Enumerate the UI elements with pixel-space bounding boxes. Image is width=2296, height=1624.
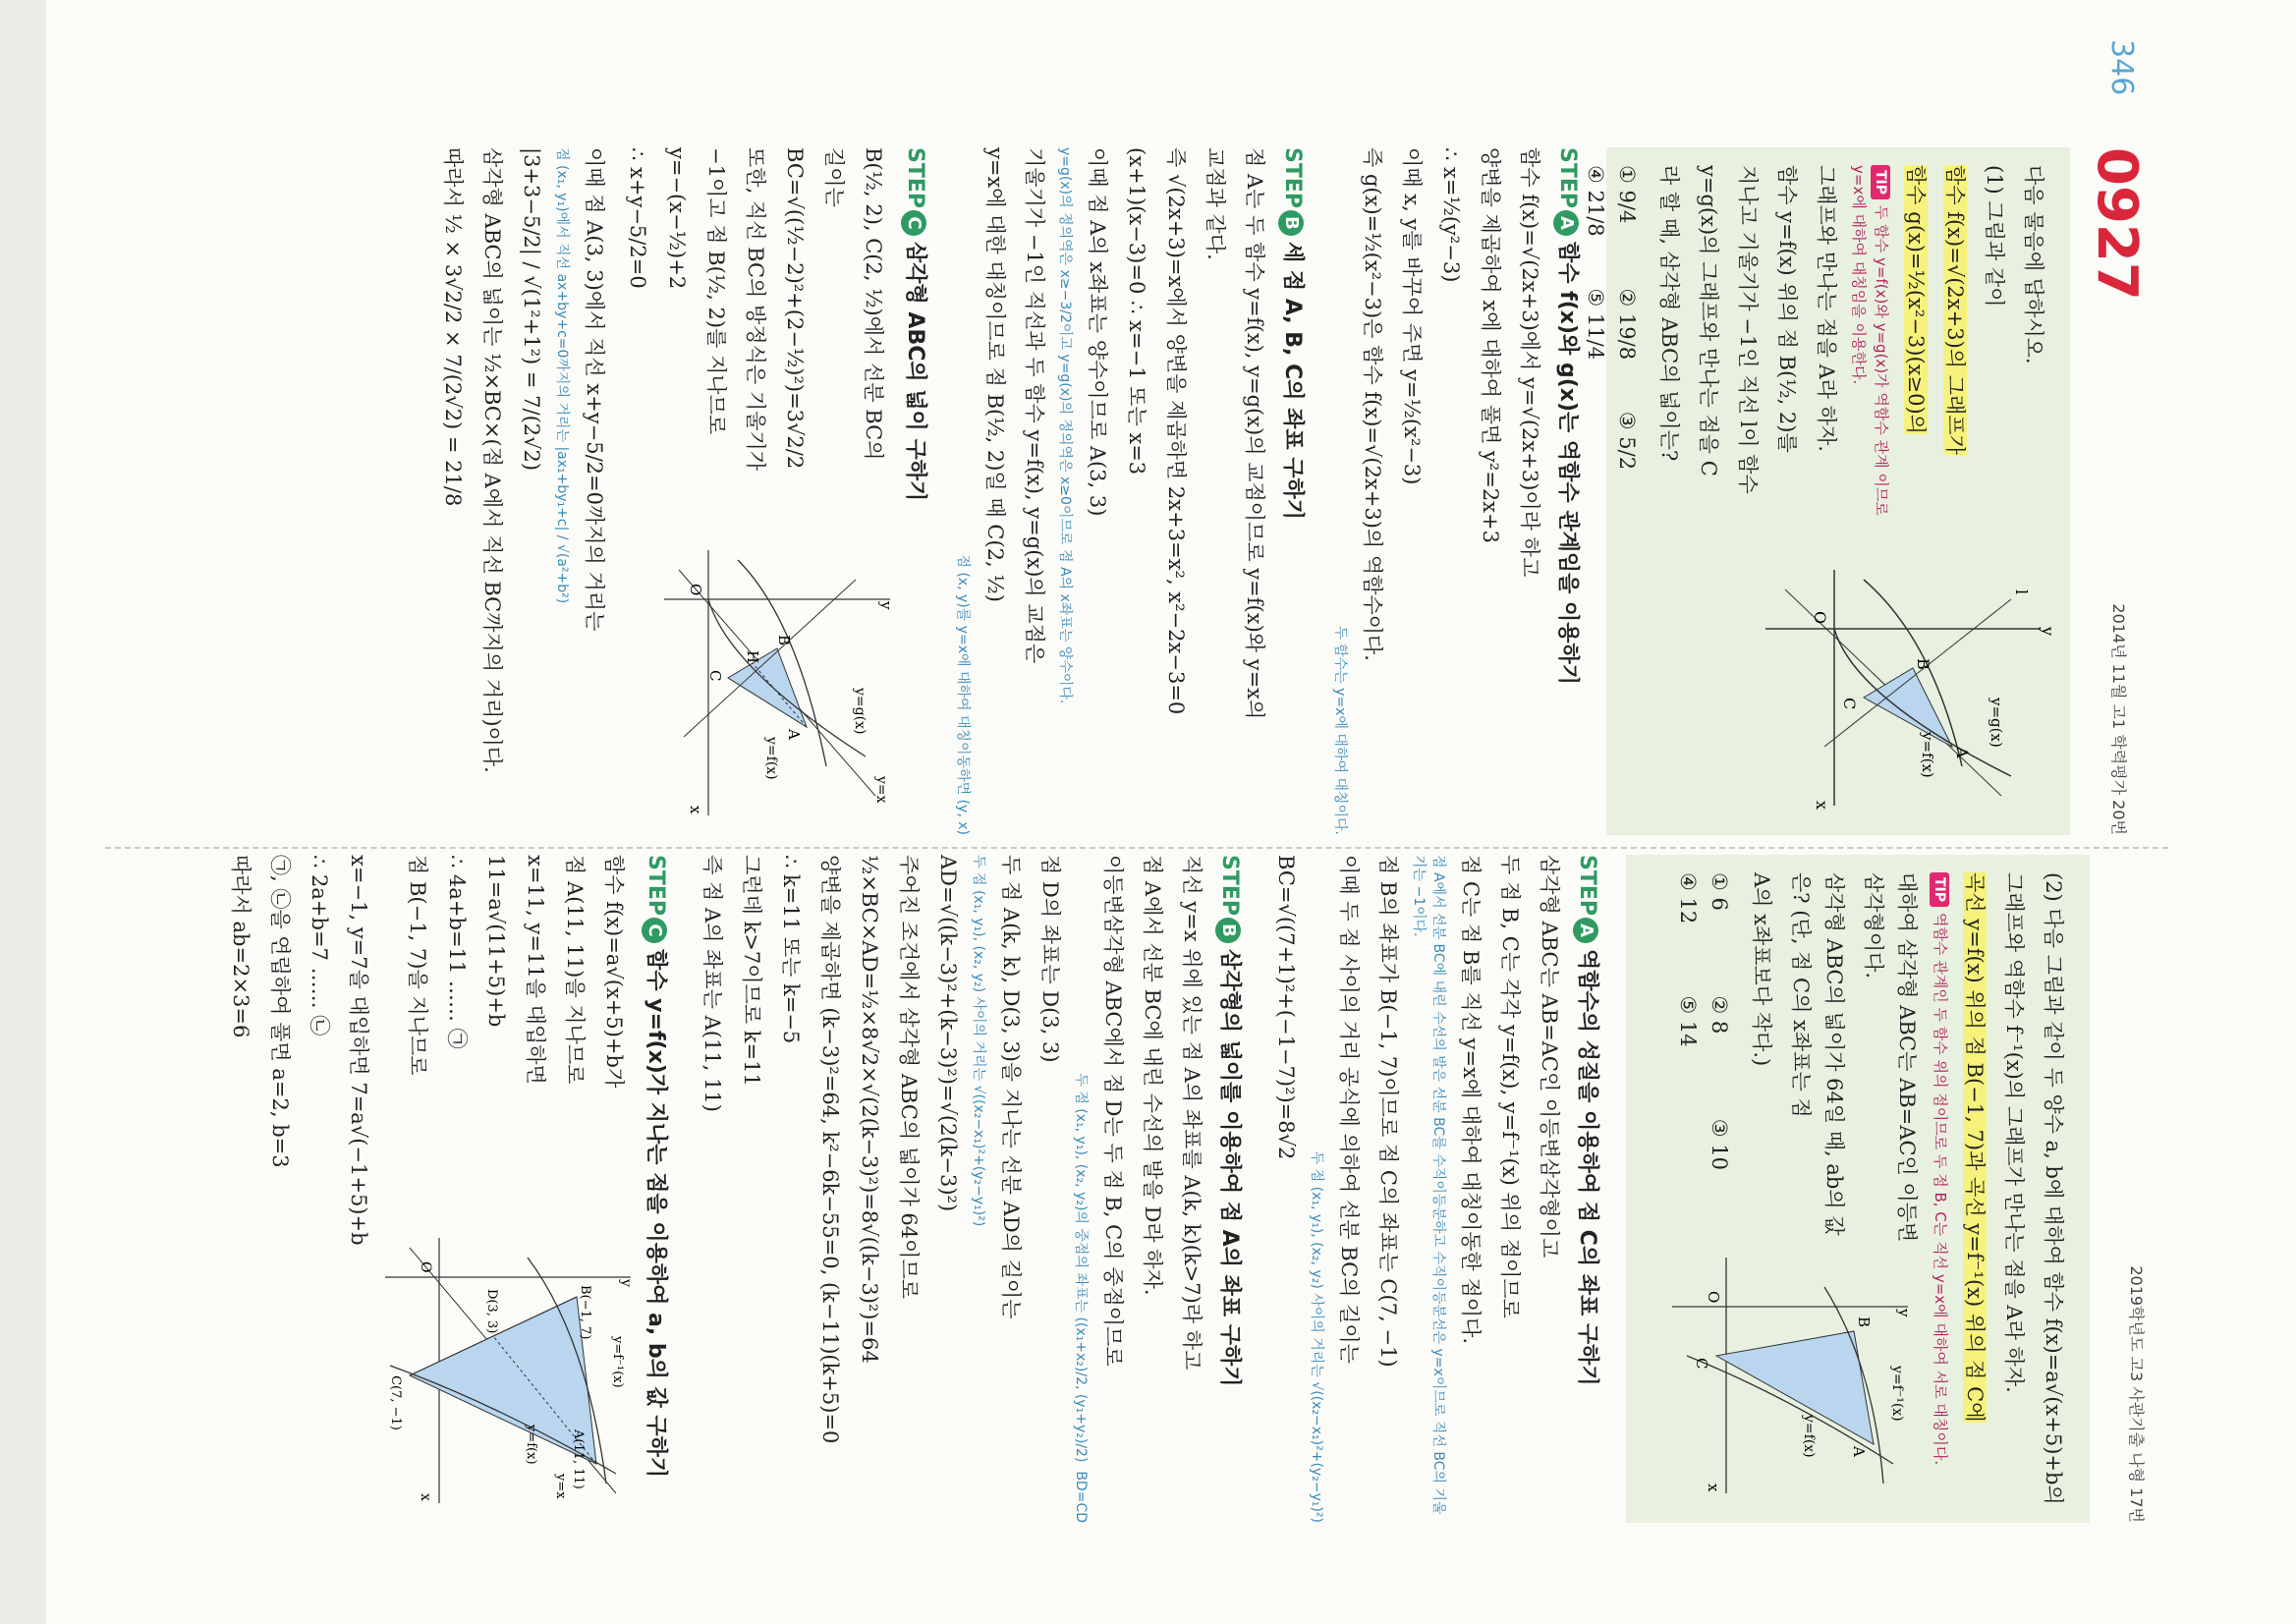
stepC-line2: 길이는: [822, 147, 846, 207]
graph-f-label: y=f(x): [1919, 732, 1936, 778]
stepB-line3: 즉 √(2x+3)=x에서 양변을 제곱하면 2x+3=x², x²−2x−3=0: [1164, 147, 1188, 715]
choice-1: ① 9/4: [1615, 165, 1639, 224]
page-edge: [0, 0, 46, 1624]
stepC-note: 점 (x₁, y₁)에서 직선 ax+by+c=0까지의 거리는 |ax₁+by₁+c| / √(a²+b²): [554, 147, 570, 604]
r-stepB-line2: 점 A에서 선분 BC에 내린 수선의 발을 D라 하자.: [1141, 855, 1164, 1296]
solution-right: [223, 855, 1604, 1523]
choice2-5: ⑤ 14: [1676, 995, 1700, 1047]
r-stepB-line7: 주어진 조건에서 삼각형 ABC의 넓이가 64이므로: [897, 855, 921, 1300]
r-sol-graph-y: y: [618, 1279, 634, 1287]
r-stepB-line9: 양변을 제곱하면 (k−3)²=64, k²−6k−55=0, (k−11)(k+5)=0: [818, 855, 842, 1444]
r-stepB-line3: 이등변삼각형 ABC에서 점 D는 두 점 B, C의 중점이므로: [1101, 855, 1125, 1367]
q2-line5: 삼각형 ABC의 넓이가 64일 때, ab의 값은? (단, 점 C의 x좌표는 점: [1789, 872, 1846, 1236]
stepC-label: STEP: [903, 147, 927, 209]
problem-graph: [1756, 550, 2057, 815]
left-column: [431, 147, 2149, 835]
stepC-line11: 따라서 ½ × 3√2/2 × 7/(2√2) = 21/8: [441, 147, 465, 507]
part1-line2: 함수 g(x)=½(x²−3)(x≥0)의: [1904, 165, 1928, 434]
sol-graph-C: C: [706, 670, 724, 682]
r-stepC-line7: x=−1, y=7을 대입하면 7=a√(−1+5)+b: [347, 855, 370, 1246]
choice2-1: ① 6: [1708, 872, 1731, 911]
stepC-line9: |3+3−5/2| / √(1²+1²) = 7/(2√2): [520, 147, 543, 472]
choice-3: ③ 5/2: [1615, 411, 1639, 471]
part1-line3: 그래프와 만나는 점을 A라 하자.: [1815, 165, 1838, 452]
r-stepC-line8: ∴ 2a+b=7 …… ㉡: [308, 855, 331, 1036]
r-stepB-line10: ∴ k=11 또는 k=−5: [779, 855, 803, 1044]
sol-graph-H: H: [744, 650, 761, 664]
solution-graph-left: [659, 540, 895, 825]
part1-line6: y=g(x)의 그래프와 만나는 점을 C: [1697, 165, 1720, 476]
stepC-line4: 또한, 직선 BC의 방정식은 기울기가: [744, 147, 767, 471]
r-sol-graph-f: y=f(x): [524, 1425, 538, 1465]
r-stepA-line3: 점 C는 점 B를 직선 y=x에 대하여 대칭이동한 점이다.: [1459, 855, 1483, 1345]
choices2: [1672, 872, 1735, 1246]
stepB-line2: 교점과 같다.: [1204, 147, 1227, 260]
graph-g-label: y=g(x): [1988, 698, 2005, 748]
r-sol-graph-D: D(3, 3): [484, 1289, 499, 1334]
r-stepA-letter: A: [1573, 918, 1598, 943]
part1-line5: 지나고 기울기가 −1인 직선 l이 함수: [1736, 165, 1760, 494]
stepC-line7: ∴ x+y−5/2=0: [626, 147, 649, 289]
stepC-line8: 이때 점 A(3, 3)에서 직선 x+y−5/2=0까지의 거리는: [583, 147, 606, 632]
r-stepC-line2: 점 A(11, 11)을 지나므로: [563, 855, 587, 1085]
stepB-label: STEP: [1280, 147, 1305, 209]
r-stepA-note: 점 A에서 선분 BC에 내린 수선의 발은 선분 BC를 수직이등분하고 수직이등분선은 y=x이므로 직선 BC의 기울기는 −1이다.: [1411, 855, 1446, 1515]
problem2-source: 2019학년도 고3 사관기출 나형 17번: [2127, 1265, 2146, 1523]
r-stepA-note2: 두 점 (x₁, y₁), (x₂, y₂) 사이의 거리는 √((x₂−x₁)²+(y₂−y₁)²): [1309, 1150, 1324, 1523]
tip-badge: TIP: [1871, 165, 1890, 199]
stepA-line5: 즉 g(x)=½(x²−3)은 함수 f(x)=√(2x+3)의 역함수이다.: [1361, 147, 1384, 661]
problem-source: 2014년 11월 고1 학력평가 20번: [2109, 603, 2128, 835]
q2-graph-y: y: [1895, 1309, 1913, 1317]
stepC-letter: C: [901, 210, 926, 236]
q2-graph-C: C: [1693, 1358, 1710, 1370]
tip-text: 두 함수 y=f(x)와 y=g(x)가 역함수 관계 이므로 y=x에 대하여 대칭임을 이용한다.: [1850, 165, 1890, 516]
sol-graph-y: y: [877, 601, 895, 610]
stepB-line5: 이때 점 A의 x좌표는 양수이므로 A(3, 3): [1086, 147, 1109, 517]
column-divider: [105, 847, 2168, 849]
stepB-line1: 점 A는 두 함수 y=f(x), y=g(x)의 교점이므로 y=f(x)와 y=x의: [1243, 147, 1266, 720]
r-stepC-label: STEP: [644, 855, 668, 917]
r-stepB-line8: ½×BC×AD=½×8√2×√(2(k−3)²)=8√((k−3)²)=64: [858, 855, 881, 1364]
q2-graph-B: B: [1855, 1316, 1873, 1328]
stepB-letter: B: [1278, 210, 1304, 236]
stepA-line4: 이때 x, y를 바꾸어 주면 y=½(x²−3): [1400, 147, 1424, 485]
tip2-badge: TIP: [1930, 872, 1949, 907]
r-stepB-letter: B: [1215, 918, 1241, 943]
choice-2: ② 19/8: [1615, 288, 1639, 361]
stepB-line6: 기울기가 −1인 직선과 두 함수 y=f(x), y=g(x)의 교점은: [1023, 147, 1046, 664]
stepB-title: 세 점 A, B, C의 좌표 구하기: [1280, 242, 1305, 521]
stepC-title: 삼각형 ABC의 넓이 구하기: [903, 242, 927, 502]
q2-line4: 대하여 삼각형 ABC는 AB=AC인 이등변삼각형이다.: [1862, 872, 1919, 1243]
r-stepC-line10: 따라서 ab=2×3=6: [229, 855, 252, 1038]
choice2-4: ④ 12: [1676, 872, 1700, 924]
r-stepA-line5: 이때 두 점 사이의 거리 공식에 의하여 선분 BC의 길이는: [1337, 855, 1361, 1364]
stepC-line10: 삼각형 ABC의 넓이는 ½×BC×(점 A에서 직선 BC까지의 거리)이다.: [480, 147, 504, 773]
choices: [1580, 165, 1643, 538]
choice-5: ⑤ 11/4: [1584, 288, 1607, 361]
r-stepC-line4: 11=a√(11+5)+b: [484, 855, 508, 1028]
stepA-line2: 양변을 제곱하여 x에 대하여 풀면 y²=2x+3: [1479, 147, 1502, 543]
graph-l-label: l: [2012, 589, 2031, 595]
stepC-line3: BC=√((½−2)²+(2−½)²)=3√2/2: [783, 147, 807, 470]
sol-graph-x: x: [687, 806, 704, 814]
r-stepC-line9: ㉠, ㉡을 연립하여 풀면 a=2, b=3: [268, 855, 292, 1168]
q2-line3: 곡선 y=f(x) 위의 점 B(−1, 7)과 곡선 y=f⁻¹(x) 위의 점 C에: [1963, 872, 1987, 1423]
r-sol-graph-o: O: [418, 1261, 433, 1273]
r-stepC-line6: 점 B(−1, 7)을 지나므로: [406, 855, 429, 1076]
problem-box: [1584, 147, 2070, 835]
sol-graph-A: A: [785, 729, 803, 740]
r-stepC-line5: ∴ 4a+b=11 …… ㉠: [445, 855, 469, 1049]
choice2-3: ③ 10: [1708, 1118, 1731, 1171]
q2-line2: 그래프와 역함수 f⁻¹(x)의 그래프가 만나는 점을 A라 하자.: [2002, 872, 2026, 1393]
stepA-letter: A: [1553, 210, 1579, 236]
graph-A-label: A: [1953, 747, 1972, 758]
stepC-line1: B(½, 2), C(2, ½)에서 선분 BC의: [862, 147, 885, 461]
r-stepC-title: 함수 y=f(x)가 지나는 점을 이용하여 a, b의 값 구하기: [644, 949, 668, 1479]
right-column: [219, 855, 2149, 1523]
r-stepA-line2: 두 점 B, C는 각각 y=f(x), y=f⁻¹(x) 위의 점이므로: [1498, 855, 1522, 1318]
r-sol-graph-finv: y=f⁻¹(x): [610, 1336, 625, 1388]
stepA-line3: ∴ x=½(y²−3): [1439, 147, 1463, 283]
r-stepA-line4: 점 B의 좌표가 B(−1, 7)이므로 점 C의 좌표는 C(7, −1): [1376, 855, 1400, 1368]
r-sol-graph-yx: y=x: [553, 1474, 568, 1499]
page-number: 346: [2104, 39, 2139, 96]
graph-x-label: x: [1813, 801, 1831, 811]
r-stepB-line4: 점 D의 좌표는 D(3, 3): [1038, 855, 1062, 1063]
sol-graph-o: O: [687, 584, 704, 596]
q2-graph-o: O: [1705, 1291, 1722, 1304]
stepB-note2: 점 (x, y)를 y=x에 대하여 대칭이동하면 (y, x): [955, 554, 971, 835]
r-stepA-title: 역함수의 성질을 이용하여 점 C의 좌표 구하기: [1575, 949, 1599, 1386]
q2-graph-finv: y=f⁻¹(x): [1889, 1366, 1905, 1422]
stepB-line7: y=x에 대한 대칭이므로 점 B(½, 2)일 때 C(2, ½): [983, 147, 1007, 602]
sol-graph-g: y=g(x): [852, 688, 868, 735]
r-stepB-line12: 즉 점 A의 좌표는 A(11, 11): [700, 855, 724, 1112]
problem2-box: [1626, 855, 2090, 1523]
r-stepA-label: STEP: [1575, 855, 1599, 917]
stepA-label: STEP: [1555, 147, 1580, 209]
r-stepA-line1: 삼각형 ABC는 AB=AC인 이등변삼각형이고: [1538, 855, 1561, 1259]
part1-line1: 함수 f(x)=√(2x+3)의 그래프가: [1943, 165, 1967, 455]
r-stepB-note2: 두 점 (x₁, y₁), (x₂, y₂) 사이의 거리는 √((x₂−x₁)²+(y₂−y₁)²): [971, 855, 986, 1227]
stepA-line1: 함수 f(x)=√(2x+3)에서 y=√(2x+3)이라 하고: [1518, 147, 1541, 578]
tip2-text: 역함수 관계인 두 함수 위의 점이므로 두 점 B, C는 직선 y=x에 대하여 서로 대칭이다.: [1932, 913, 1949, 1466]
q2-line6: A의 x좌표보다 작다.): [1750, 872, 1773, 1067]
sol-graph-f: y=f(x): [763, 737, 779, 780]
choice-4: ④ 21/8: [1584, 165, 1607, 237]
stepB-line4: (x+1)(x−3)=0 ∴ x=−1 또는 x=3: [1125, 147, 1148, 476]
problem2-graph: [1667, 1248, 1913, 1503]
sol-graph-yx: y=x: [873, 776, 889, 804]
stepC-line6: y=−(x−½)+2: [665, 147, 689, 290]
stepC-line5: −1이고 점 B(½, 2)를 지나므로: [704, 147, 728, 435]
r-stepC-letter: C: [642, 918, 667, 943]
r-sol-graph-B: B(−1, 7): [578, 1285, 592, 1340]
part1-line7: 라 할 때, 삼각형 ABC의 넓이는?: [1657, 165, 1681, 462]
r-stepB-title: 삼각형의 넓이를 이용하여 점 A의 좌표 구하기: [1217, 949, 1242, 1387]
stepA-note: 두 함수는 y=x에 대하여 대칭이다.: [1332, 626, 1348, 835]
r-sol-graph-A: A(11, 11): [571, 1429, 586, 1489]
part1-line4: 함수 y=f(x) 위의 점 B(½, 2)를: [1775, 165, 1799, 453]
r-stepB-side: BD=CD: [1073, 1471, 1089, 1523]
stepA-title: 함수 f(x)와 g(x)는 역함수 관계임을 이용하기: [1555, 242, 1580, 686]
part1-label: (1) 그림과 같이: [1983, 165, 2006, 308]
q2-graph-f: y=f(x): [1801, 1415, 1817, 1458]
graph-origin-label: O: [1811, 611, 1829, 625]
r-sol-graph-C: C(7, −1): [388, 1375, 403, 1430]
stepB-note1: y=g(x)의 정의역은 x≥−3/2이고 y=g(x)의 정의역은 x≥0이므로 점 A의 x좌표는 양수이다.: [1057, 147, 1073, 704]
solution-left: [435, 147, 1585, 835]
problem-number: 0927: [2085, 147, 2149, 301]
r-stepB-line11: 그런데 k>7이므로 k=11: [740, 855, 763, 1087]
r-stepB-line1: 직선 y=x 위에 있는 점 A의 좌표를 A(k, k)(k>7)라 하고: [1180, 855, 1204, 1371]
r-stepB-note: 두 점 (x₁, y₁), (x₂, y₂)의 중점의 좌표는 ((x₁+x₂)/2, (y₁+y₂)/2): [1073, 1073, 1089, 1463]
r-stepB-line5: 두 점 A(k, k), D(3, 3)을 지나는 선분 AD의 길이는: [999, 855, 1023, 1319]
r-stepB-line6: AD=√((k−3)²+(k−3)²)=√(2(k−3)²): [936, 855, 960, 1212]
r-sol-graph-x: x: [418, 1493, 433, 1501]
solution-graph-right: [380, 1228, 636, 1513]
r-stepC-line3: x=11, y=11을 대입하면: [524, 855, 547, 1085]
r-stepB-label: STEP: [1217, 855, 1242, 917]
r-stepC-line1: 함수 f(x)=a√(x+5)+b가: [602, 855, 626, 1089]
q2-line1: (2) 다음 그림과 같이 두 양수 a, b에 대하여 함수 f(x)=a√(x+5)+b의: [2042, 872, 2065, 1505]
problem-intro: 다음 물음에 답하시오.: [2022, 165, 2045, 364]
q2-graph-A: A: [1850, 1446, 1868, 1457]
graph-B-label: B: [1914, 658, 1932, 670]
sol-graph-B: B: [775, 635, 793, 646]
graph-C-label: C: [1840, 698, 1859, 710]
r-stepA-line6: BC=√((7+1)²+(−1−7)²)=8√2: [1274, 855, 1298, 1160]
graph-y-label: y: [2039, 627, 2057, 637]
choice2-2: ② 8: [1708, 995, 1731, 1035]
q2-graph-x: x: [1705, 1484, 1722, 1492]
